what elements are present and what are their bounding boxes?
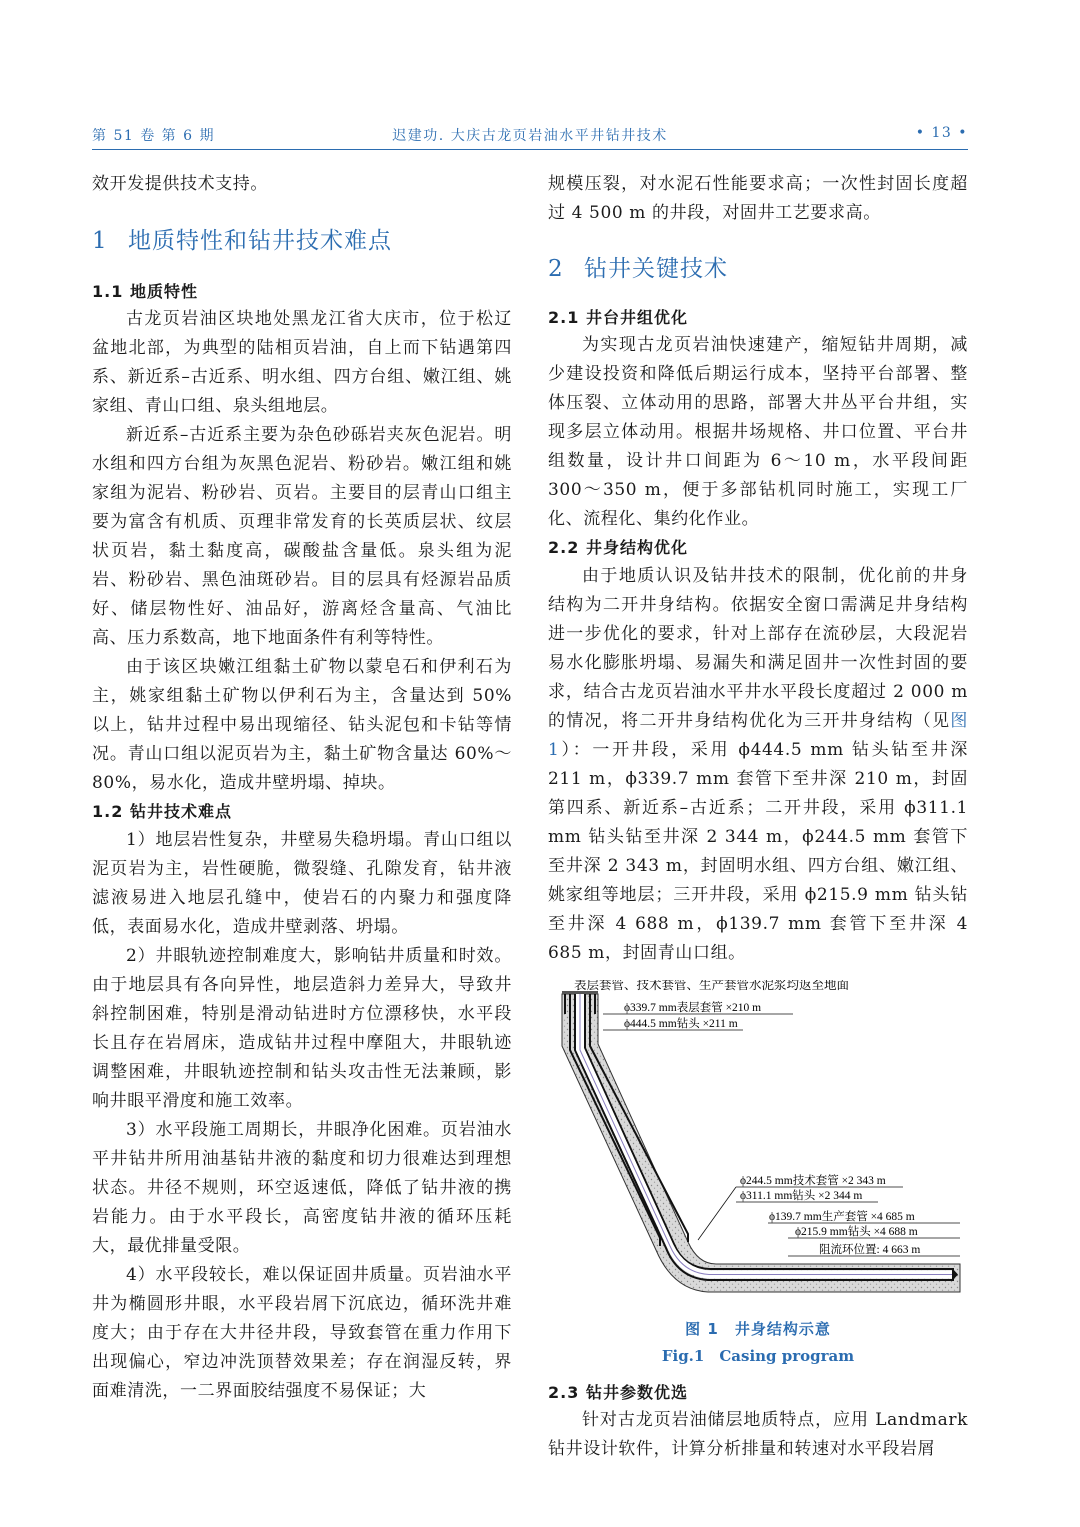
label-technical-casing: ϕ244.5 mm技术套管 ×2 343 m — [740, 1175, 886, 1187]
subsection-number: 1.1 — [92, 282, 124, 301]
subsection-heading-2-1 — [548, 305, 968, 331]
label-production-casing: ϕ139.7 mm生产套管 ×4 685 m — [769, 1211, 915, 1223]
paragraph: 2）井眼轨迹控制难度大，影响钻井质量和时效。由于地层具有各向异性，地层造斜力差异大，导致井斜控制困难，特别是滑动钻进时方位漂移快，水平段长且存在岩屑床，造成钻井过程中摩阻大，井眼轨迹调整困难，井眼轨迹控制和钻头攻击性无法兼顾，影响井眼平滑度和施工效率。 — [92, 946, 512, 1111]
section-number: 2 — [548, 256, 564, 282]
label-surface-casing: ϕ339.7 mm表层套管 ×210 m — [624, 1002, 762, 1014]
journal-volume-issue: 第 51 卷 第 6 期 — [92, 128, 215, 144]
paragraph: 1）地层岩性复杂，井壁易失稳坍塌。青山口组以泥页岩为主，岩性硬脆，微裂缝、孔隙发育，钻井液滤液易进入地层孔缝中，使岩石的内聚力和强度降低，表面易水化，造成井壁剥落、坍塌。 — [92, 830, 512, 937]
label-production-bit: ϕ215.9 mm钻头 ×4 688 m — [795, 1226, 918, 1238]
section-heading-2 — [548, 250, 968, 283]
page-number: • 13 • — [915, 125, 968, 141]
figure-caption-en: Fig.1 Casing program — [661, 1347, 855, 1365]
section-number: 1 — [92, 228, 108, 254]
left-column — [92, 170, 512, 1406]
subsection-title: 钻井参数优选 — [586, 1383, 689, 1402]
subsection-title: 地质特性 — [130, 282, 199, 301]
paragraph: 3）水平段施工周期长，井眼净化困难。页岩油水平井钻井所用油基钻井液的黏度和切力很难达到理想状态。井径不规则，环空返速低，降低了钻井液的携岩能力。由于水平段长，高密度钻井液的循环压耗大，最优排量受限。 — [92, 1120, 512, 1256]
paragraph-text: ）：一开井段，采用 ϕ444.5 mm 钻头钻至井深 211 m，ϕ339.7 mm 套管下至井深 210 m，封固第四系、新近系–古近系；二开井段，采用 ϕ311.1 mm 钻头钻至井深 2 344 m，ϕ244.5 mm 套管下至井深 2 343 m，封固明水组、四方台组、嫩江组、姚家组等地层；三开井段，采用 ϕ215.9 mm 钻头钻至井深 4 688 m，ϕ139.7 mm 套管下至井深 4 685 m，封固青山口组。 — [548, 740, 968, 963]
paragraph: 针对古龙页岩油储层地质特点，应用 Landmark 钻井设计软件，计算分析排量和转速对水平段岩屑 — [548, 1410, 968, 1459]
section-title: 钻井关键技术 — [584, 256, 728, 282]
paragraph: 古龙页岩油区块地处黑龙江省大庆市，位于松辽盆地北部，为典型的陆相页岩油，自上而下钻遇第四系、新近系–古近系、明水组、四方台组、嫩江组、姚家组、青山口组、泉头组地层。 — [92, 309, 512, 416]
paragraph: 新近系–古近系主要为杂色砂砾岩夹灰色泥岩。明水组和四方台组为灰黑色泥岩、粉砂岩。嫩江组和姚家组为泥岩、粉砂岩、页岩。主要目的层青山口组主要为富含有机质、页理非常发育的长英质层状、纹层状页岩，黏土黏度高，碳酸盐含量低。泉头组为泥岩、粉砂岩、黑色油斑砂岩。目的层具有烃源岩品质好、储层物性好、油品好，游离烃含量高、气油比高、压力系数高，地下地面条件有利等特性。 — [92, 425, 512, 648]
subsection-heading-2-2 — [548, 534, 968, 562]
subsection-heading-1-2 — [92, 798, 512, 826]
subsection-heading-2-3 — [548, 1380, 968, 1406]
casing-program-figure — [548, 980, 968, 1308]
section-title: 地质特性和钻井技术难点 — [128, 228, 392, 254]
subsection-number: 2.3 — [548, 1383, 580, 1402]
paragraph-text: 由于地质认识及钻井技术的限制，优化前的井身结构为二开井身结构。依据安全窗口需满足井身结构进一步优化的要求，针对上部存在流砂层，大段泥岩易水化膨胀坍塌、易漏失和满足固井一次性封固的要求，结合古龙页岩油水平井水平段长度超过 2 000 m 的情况，将二开井身结构优化为三开井身结构（见 — [548, 566, 968, 731]
subsection-heading-1-1 — [92, 279, 512, 305]
running-header — [92, 123, 968, 149]
paragraph — [548, 562, 968, 968]
subsection-title: 井台井组优化 — [586, 308, 689, 327]
paragraph: 为实现古龙页岩油快速建产，缩短钻井周期，减少建设投资和降低后期运行成本，坚持平台部署、整体压裂、立体动用的思路，部署大井丛平台井组，实现多层立体动用。根据井场规格、井口位置、平台井组数量，设计井口间距为 6～10 m，水平段间距 300～350 m，便于多部钻机同时施工，实现工厂化、流程化、集约化作业。 — [548, 335, 968, 529]
header-rule — [92, 149, 968, 150]
figure-caption-cn: 图 1 井身结构示意 — [685, 1320, 831, 1338]
label-surface-bit: ϕ444.5 mm钻头 ×211 m — [624, 1018, 738, 1030]
casing-diagram — [548, 980, 968, 1308]
subsection-title: 钻井技术难点 — [130, 802, 233, 821]
paragraph: 由于该区块嫩江组黏土矿物以蒙皂石和伊利石为主，姚家组黏土矿物以伊利石为主，含量达到 50% 以上，钻井过程中易出现缩径、钻头泥包和卡钻等情况。青山口组以泥页岩为主，黏土矿物含量达 60%～80%，易水化，造成井壁坍塌、掉块。 — [92, 657, 512, 793]
label-technical-bit: ϕ311.1 mm钻头 ×2 344 m — [740, 1190, 863, 1202]
label-float-collar: 阻流环位置: 4 663 m — [819, 1244, 921, 1256]
subsection-number: 2.1 — [548, 308, 580, 327]
paragraph: 效开发提供技术支持。 — [92, 174, 268, 194]
section-heading-1 — [92, 222, 512, 255]
paragraph: 规模压裂，对水泥石性能要求高；一次性封固长度超过 4 500 m 的井段，对固井工艺要求高。 — [548, 174, 968, 223]
figure-reference-link[interactable]: 图 1 — [548, 711, 968, 760]
article-running-title: 迟建功. 大庆古龙页岩油水平井钻井技术 — [392, 128, 668, 144]
right-column — [548, 170, 968, 1464]
subsection-number: 2.2 — [548, 538, 580, 557]
paragraph: 4）水平段较长，难以保证固井质量。页岩油水平井为椭圆形井眼，水平段岩屑下沉底边，循环洗井难度大；由于存在大井径井段，导致套管在重力作用下出现偏心，窄边冲洗顶替效果差；存在润湿反转，界面难清洗，一二界面胶结强度不易保证；大 — [92, 1265, 512, 1401]
figure-top-note: 表层套管、技术套管、生产套管水泥浆均返至地面 — [574, 980, 850, 992]
subsection-title: 井身结构优化 — [586, 538, 689, 557]
subsection-number: 1.2 — [92, 802, 124, 821]
